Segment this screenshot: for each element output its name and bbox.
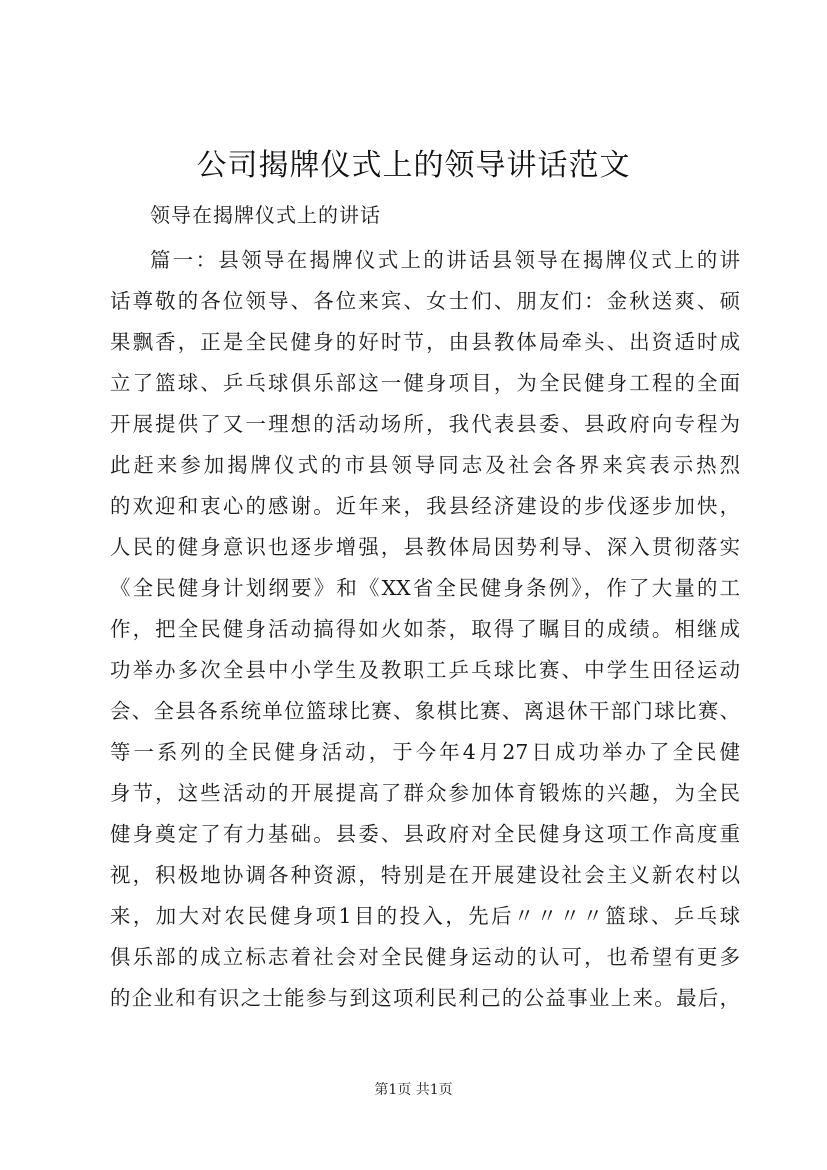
paragraph-line: 《全民健身计划纲要》和《XX省全民健身条例》，作了大量的工 bbox=[110, 576, 740, 600]
paragraph-line: 篇一：县领导在揭牌仪式上的讲话县领导在揭牌仪式上的讲 bbox=[150, 248, 740, 272]
paragraph-line: 人民的健身意识也逐步增强，县教体局因势利导、深入贯彻落实 bbox=[110, 535, 740, 559]
document-subtitle: 领导在揭牌仪式上的讲话 bbox=[150, 203, 381, 227]
document-title: 公司揭牌仪式上的领导讲话范文 bbox=[196, 148, 631, 183]
paragraph-line: 身节，这些活动的开展提高了群众参加体育锻炼的兴趣，为全民 bbox=[110, 781, 740, 805]
paragraph-line: 立了篮球、乒乓球俱乐部这一健身项目，为全民健身工程的全面 bbox=[110, 371, 740, 395]
paragraph-line: 的欢迎和衷心的感谢。近年来，我县经济建设的步伐逐步加快， bbox=[110, 494, 740, 518]
paragraph-line: 话尊敬的各位领导、各位来宾、女士们、朋友们：金秋送爽、硕 bbox=[110, 289, 740, 313]
paragraph-line: 的企业和有识之士能参与到这项利民利己的公益事业上来。最后， bbox=[110, 986, 740, 1010]
paragraph-line: 开展提供了又一理想的活动场所，我代表县委、县政府向专程为 bbox=[110, 412, 740, 436]
paragraph-line: 健身奠定了有力基础。县委、县政府对全民健身这项工作高度重 bbox=[110, 822, 740, 846]
paragraph-line: 此赶来参加揭牌仪式的市县领导同志及社会各界来宾表示热烈 bbox=[110, 453, 740, 477]
page-footer: 第1页 共1页 bbox=[374, 1082, 453, 1098]
paragraph-line: 作，把全民健身活动搞得如火如荼，取得了瞩目的成绩。相继成 bbox=[110, 617, 740, 641]
paragraph-line: 会、全县各系统单位篮球比赛、象棋比赛、离退休干部门球比赛、 bbox=[110, 699, 740, 723]
paragraph-line: 功举办多次全县中小学生及教职工乒乓球比赛、中学生田径运动 bbox=[110, 658, 740, 682]
paragraph-line: 视，积极地协调各种资源，特别是在开展建设社会主义新农村以 bbox=[110, 863, 740, 887]
paragraph-line: 果飘香，正是全民健身的好时节，由县教体局牵头、出资适时成 bbox=[110, 330, 740, 354]
paragraph-line: 来，加大对农民健身项1目的投入，先后〃〃〃〃篮球、乒乓球 bbox=[110, 904, 740, 928]
paragraph-line: 等一系列的全民健身活动，于今年4月27日成功举办了全民健 bbox=[110, 740, 740, 764]
paragraph-line: 俱乐部的成立标志着社会对全民健身运动的认可，也希望有更多 bbox=[110, 945, 740, 969]
document-body bbox=[110, 240, 740, 1019]
